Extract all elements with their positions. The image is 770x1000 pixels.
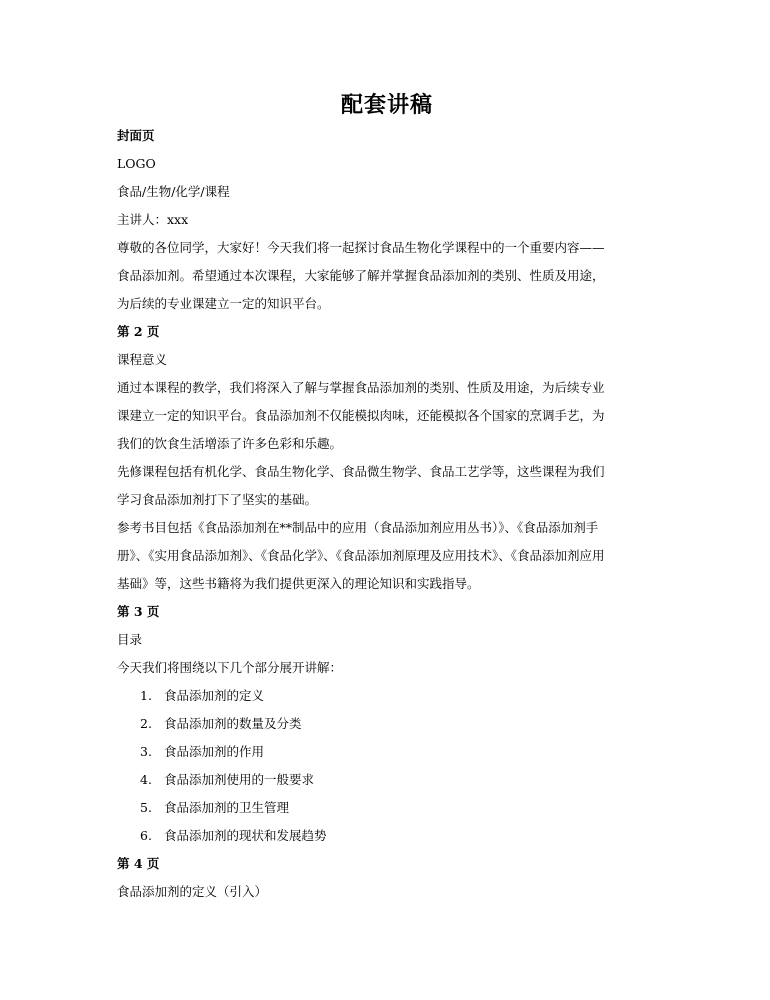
page2-heading: 第 2 页 (117, 324, 160, 339)
toc-item-number: 4. (140, 772, 152, 787)
toc-item-number: 1. (140, 688, 152, 703)
page2-para-line: 课建立一定的知识平台。食品添加剂不仅能模拟肉味，还能模拟各个国家的烹调手艺，为 (117, 408, 605, 423)
page2-subtitle: 课程意义 (117, 352, 168, 367)
toc-item (140, 794, 289, 822)
toc-item (140, 766, 314, 794)
toc-item-number: 5. (140, 800, 152, 815)
page2-para-line: 我们的饮食生活增添了许多色彩和乐趣。 (117, 436, 343, 451)
document-title: 配套讲稿 (340, 92, 433, 118)
toc-item-text: 食品添加剂的定义 (164, 688, 265, 703)
page2-para-line: 学习食品添加剂打下了坚实的基础。 (117, 492, 318, 507)
toc-item (140, 822, 327, 850)
cover-intro-line: 为后续的专业课建立一定的知识平台。 (117, 296, 330, 311)
page2-para-line: 参考书目包括《食品添加剂在**制品中的应用（食品添加剂应用丛书）》、《食品添加剂手 (117, 520, 599, 535)
page2-para-line: 基础》等，这些书籍将为我们提供更深入的理论知识和实践指导。 (117, 576, 480, 591)
toc-item-text: 食品添加剂的作用 (164, 744, 265, 759)
toc-item-text: 食品添加剂的卫生管理 (164, 800, 290, 815)
cover-subject: 食品/生物/化学/课程 (117, 184, 230, 199)
page3-subtitle: 目录 (117, 632, 143, 647)
toc-item-number: 6. (140, 828, 152, 843)
toc-item-text: 食品添加剂的现状和发展趋势 (164, 828, 327, 843)
page4-heading: 第 4 页 (117, 856, 160, 871)
toc-item-number: 3. (140, 744, 152, 759)
page3-heading: 第 3 页 (117, 604, 160, 619)
toc-item-text: 食品添加剂使用的一般要求 (164, 772, 315, 787)
cover-speaker: 主讲人：xxx (117, 212, 189, 227)
cover-intro-line: 尊敬的各位同学，大家好！今天我们将一起探讨食品生物化学课程中的一个重要内容—— (117, 240, 605, 255)
toc-item (140, 738, 264, 766)
cover-heading: 封面页 (117, 128, 155, 143)
page4-subtitle: 食品添加剂的定义（引入） (117, 884, 268, 899)
page3-lead: 今天我们将围绕以下几个部分展开讲解： (117, 660, 343, 675)
cover-logo-text: LOGO (117, 156, 156, 171)
toc-item (140, 682, 264, 710)
page2-para-line: 先修课程包括有机化学、食品生物化学、食品微生物学、食品工艺学等，这些课程为我们 (117, 464, 605, 479)
cover-intro-line: 食品添加剂。希望通过本次课程，大家能够了解并掌握食品添加剂的类别、性质及用途， (117, 268, 605, 283)
toc-item-text: 食品添加剂的数量及分类 (164, 716, 302, 731)
toc-item-number: 2. (140, 716, 152, 731)
toc-item (140, 710, 302, 738)
page2-para-line: 册》、《实用食品添加剂》、《食品化学》、《食品添加剂原理及应用技术》、《食品添加剂应用 (117, 548, 605, 563)
page2-para-line: 通过本课程的教学，我们将深入了解与掌握食品添加剂的类别、性质及用途，为后续专业 (117, 380, 605, 395)
